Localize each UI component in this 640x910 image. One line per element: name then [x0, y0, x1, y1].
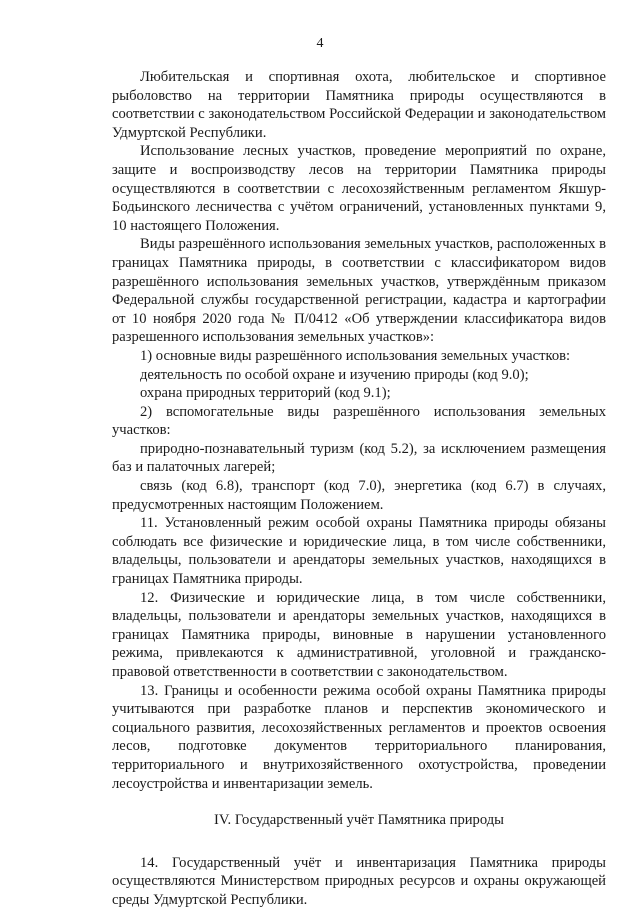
list-item-main-uses: 1) основные виды разрешённого использования земельных участков:	[140, 347, 571, 364]
list-item-nature-protection: деятельность по особой охране и изучению природы (код 9.0);	[140, 366, 529, 383]
document-body	[112, 68, 606, 910]
paragraph-item-12: 12. Физические и юридические лица, в том числе собственники, владельцы, пользователи и арендаторы земельных участков, находящихся в границах Памятника природы, виновные в нарушении установленного режима, привлекаются к административной, уголовной и гражданско-правовой ответственности в соответствии с законодательством.	[112, 589, 606, 680]
paragraph-item-13: 13. Границы и особенности режима особой охраны Памятника природы учитываются при разработке планов и перспектив экономического и социального развития, лесохозяйственных регламентов и проектов освоения лесов, подготовке документов территориального планирования, территориального и внутрихозяйственного охотустройства, проведении лесоустройства и инвентаризации земель.	[112, 682, 606, 792]
list-item-territory-protection: охрана природных территорий (код 9.1);	[140, 385, 391, 402]
section-heading: IV. Государственный учёт Памятника природы	[214, 812, 504, 829]
paragraph-item-11: 11. Установленный режим особой охраны Памятника природы обязаны соблюдать все физические и юридические лица, в том числе собственники, владельцы, пользователи и арендаторы земельных участков, находящихся в границах Памятника природы.	[112, 515, 606, 588]
paragraph-hunting-fishing: Любительская и спортивная охота, любительское и спортивное рыболовство на территории Памятника природы осуществляются в соответствии с законодательством Российской Федерации и законодательством Удмуртской Республики.	[112, 69, 606, 141]
paragraph-forest-use: Использование лесных участков, проведение мероприятий по охране, защите и воспроизводству лесов на территории Памятника природы осуществляются в соответствии с лесохозяйственным регламентом Якшур-Бодьинского лесничества с учётом ограничений, установленных пунктами 9, 10 настоящего Положения.	[112, 143, 606, 234]
paragraph-land-use-types: Виды разрешённого использования земельных участков, расположенных в границах Памятника природы, в соответствии с классификатором видов разрешённого использования земельных участков, утверждённым приказом Федеральной службы государственной регистрации, кадастра и картографии от 10 ноября 2020 года № П/0412 «Об утверждении классификатора видов разрешенного использования земельных участков»:	[112, 236, 606, 346]
list-item-tourism: природно-познавательный туризм (код 5.2), за исключением размещения баз и палаточных лагерей;	[112, 440, 606, 476]
list-item-auxiliary-uses: 2) вспомогательные виды разрешённого использования земельных участков:	[112, 403, 606, 439]
page-number: 4	[316, 36, 324, 51]
list-item-communications: связь (код 6.8), транспорт (код 7.0), энергетика (код 6.7) в случаях, предусмотренных настоящим Положением.	[112, 478, 606, 513]
paragraph-item-14: 14. Государственный учёт и инвентаризация Памятника природы осуществляются Министерством природных ресурсов и охраны окружающей среды Удмуртской Республики.	[112, 854, 606, 908]
